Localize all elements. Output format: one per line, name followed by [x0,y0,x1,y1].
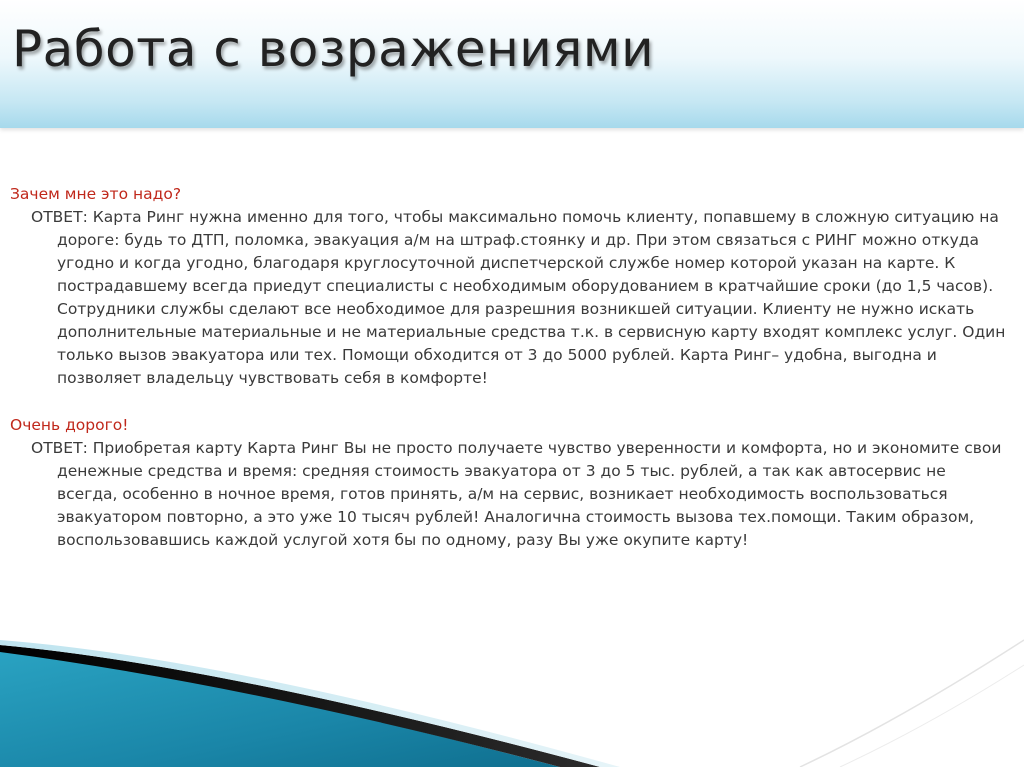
objection-question-2: Очень дорого! [10,416,129,434]
slide-content [10,183,1010,552]
corner-faint-line [800,640,1024,767]
objection-answer-2: ОТВЕТ: Приобретая карту Карта Ринг Вы не просто получаете чувство уверенности и комфорта, но и экономите свои денежные средства и время: средняя стоимость эвакуатора от 3 до 5 тыс. рублей, а так как автосервис не всегда, особенно в ночное время, готов принять, а/м на сервис, возникает необходимость воспользоваться эвакуатором повторно, а это уже 10 тысяч рублей! Аналогична стоимость вызова тех.помощи. Таким образом, воспользовавшись каждой услугой хотя бы по одному, разу Вы уже окупите карту! [31,439,1002,549]
corner-faint-line-2 [840,665,1024,767]
objection-question-1: Зачем мне это надо? [10,185,182,203]
section-spacer [10,390,1010,414]
corner-teal-wedge [0,648,560,767]
corner-light-stripe [0,640,620,767]
slide-title: Работа с возражениями [12,20,655,78]
title-band [0,0,1024,128]
objection-answer-1: ОТВЕТ: Карта Ринг нужна именно для того, чтобы максимально помочь клиенту, попавшему в сложную ситуацию на дороге: будь то ДТП, поломка, эвакуация а/м на штраф.стоянку и др. При этом связаться с РИНГ можно откуда угодно и когда угодно, благодаря круглосуточной диспетчерской службе номер которой указан на карте. К пострадавшему всегда приедут специалисты с необходимым оборудованием в кратчайшие сроки (до 1,5 часов). Сотрудники службы сделают все необходимое для разрешния возникшей ситуации. Клиенту не нужно искать дополнительные материальные и не материальные средства т.к. в сервисную карту входят комплекс услуг. Один только вызов эвакуатора или тех. Помощи обходится от 3 до 5000 рублей. Карта Ринг– удобна, выгодна и позволяет владельцу чувствовать себя в комфорте! [31,208,1006,387]
corner-dark-stripe [0,645,600,767]
